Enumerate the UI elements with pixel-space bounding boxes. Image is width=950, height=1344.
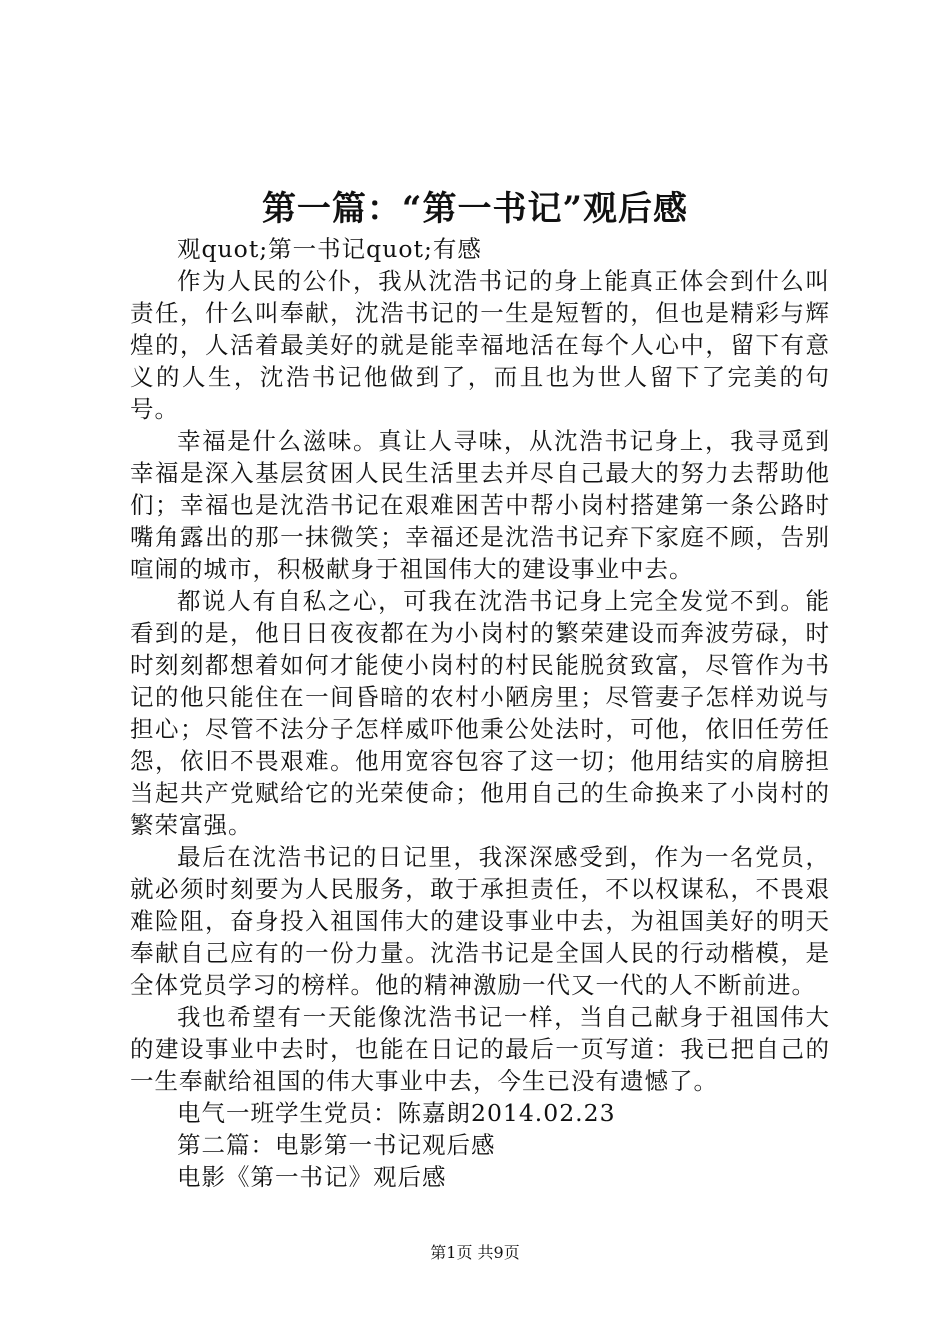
paragraph: 都说人有自私之心，可我在沈浩书记身上完全发觉不到。能看到的是，他日日夜夜都在为小岗村的繁荣建设而奔波劳碌，时时刻刻都想着如何才能使小岗村的村民能脱贫致富，尽管作为书记的他只能住在一间昏暗的农村小陋房里；尽管妻子怎样劝说与担心；尽管不法分子怎样威吓他秉公处法时，可他，依旧任劳任怨，依旧不畏艰难。他用宽容包容了这一切；他用结实的肩膀担当起共产党赋给它的光荣使命；他用自己的生命换来了小岗村的繁荣富强。	[130, 587, 830, 839]
paragraph: 作为人民的公仆，我从沈浩书记的身上能真正体会到什么叫责任，什么叫奉献，沈浩书记的一生是短暂的，但也是精彩与辉煌的，人活着最美好的就是能幸福地活在每个人心中，留下有意义的人生，沈浩书记他做到了，而且也为世人留下了完美的句号。	[130, 267, 830, 423]
section-subtitle: 电影《第一书记》观后感	[177, 1163, 447, 1191]
article-body	[130, 233, 830, 1193]
page-title: 第一篇：“第一书记”观后感	[261, 189, 689, 229]
author-signature: 电气一班学生党员：陈嘉朗2014.02.23	[177, 1099, 616, 1127]
page-footer: 第1页 共9页	[430, 1243, 520, 1262]
paragraph: 观quot;第一书记quot;有感	[177, 235, 482, 263]
paragraph: 幸福是什么滋味。真让人寻味，从沈浩书记身上，我寻觅到幸福是深入基层贫困人民生活里去并尽自己最大的努力去帮助他们；幸福也是沈浩书记在艰难困苦中帮小岗村搭建第一条公路时嘴角露出的那一抹微笑；幸福还是沈浩书记弃下家庭不顾，告别喧闹的城市，积极献身于祖国伟大的建设事业中去。	[130, 427, 830, 583]
section-heading: 第二篇：电影第一书记观后感	[177, 1131, 496, 1159]
paragraph: 我也希望有一天能像沈浩书记一样，当自己献身于祖国伟大的建设事业中去时，也能在日记的最后一页写道：我已把自己的一生奉献给祖国的伟大事业中去，今生已没有遗憾了。	[130, 1003, 830, 1095]
paragraph: 最后在沈浩书记的日记里，我深深感受到，作为一名党员，就必须时刻要为人民服务，敢于承担责任，不以权谋私，不畏艰难险阻，奋身投入祖国伟大的建设事业中去，为祖国美好的明天奉献自己应有的一份力量。沈浩书记是全国人民的行动楷模，是全体党员学习的榜样。他的精神激励一代又一代的人不断前进。	[130, 843, 830, 999]
